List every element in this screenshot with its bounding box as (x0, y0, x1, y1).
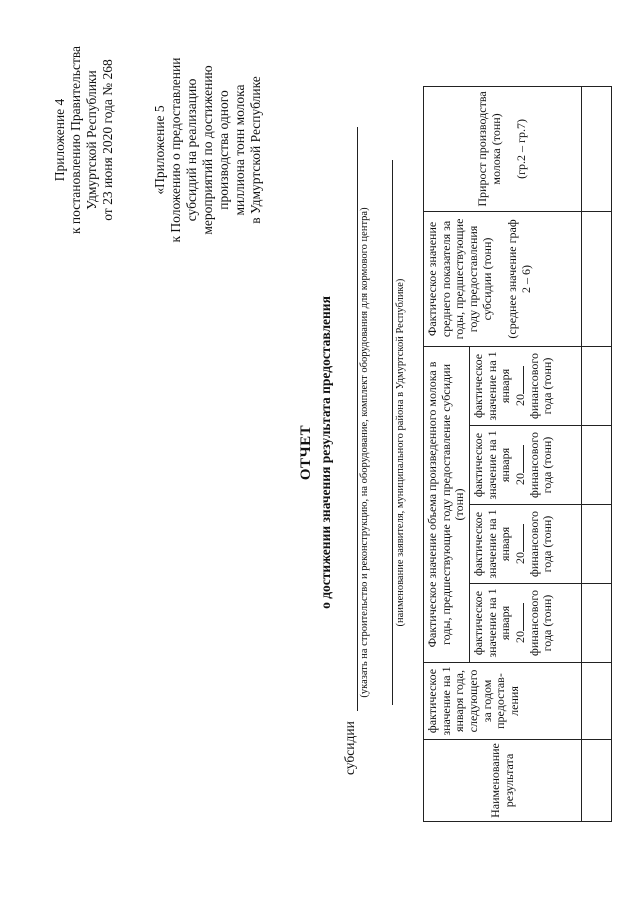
subsidy-hint: (указать на строительство и реконструкцию, на оборудование, комплект оборудования для кормового центра) (359, 207, 370, 698)
fact-suffix: финансового года (тонн) (526, 432, 555, 498)
table-empty-cell (582, 740, 612, 822)
appendix-5-line-3: субсидий на реализацию (183, 78, 199, 222)
col-fact-year-4 (470, 346, 582, 425)
col-fact-year-1 (470, 584, 582, 663)
col-fact-year-2 (470, 505, 582, 584)
appendix-5-line-2: к Положению о предоставлении (167, 57, 183, 243)
applicant-hint: (наименование заявителя, муниципального района в Удмуртской Республике) (395, 278, 406, 627)
col-growth (424, 86, 582, 211)
fact-prefix: фактическое значение на 1 января (471, 588, 513, 658)
fact-prefix: фактическое значение на 1 января (471, 430, 513, 500)
fact-year: 20 (513, 473, 528, 485)
appendix-5-line-5: производства одного (215, 90, 231, 210)
applicant-fill-line (392, 160, 393, 705)
table-empty-cell (582, 346, 612, 425)
fact-prefix: фактическое значение на 1 января (471, 509, 513, 579)
report-title: ОТЧЕТ (298, 424, 314, 481)
appendix-4-line-1: Приложение 4 (52, 98, 67, 182)
col-average-value (424, 211, 582, 346)
fact-year: 20 (513, 393, 528, 406)
appendix-4-header (52, 15, 116, 265)
year-blank-line (513, 524, 524, 552)
report-table (423, 86, 612, 822)
appendix-5-line-1: «Приложение 5 (152, 105, 167, 195)
year-blank-line (513, 603, 524, 631)
col-next-year-value: фактическое значение на 1 января года, следующего за годом предостав-ления (424, 663, 582, 740)
report-subtitle: о достижении значения результата предоставления (318, 296, 333, 609)
col-fact-year-3 (470, 426, 582, 505)
fact-suffix: финансового года (тонн) (526, 590, 555, 656)
table-empty-cell (582, 211, 612, 346)
col-group-prior-years: Фактическое значение объема произведенного молока в годы, предшествующие году предоставление субсидии (тонн) (424, 346, 470, 662)
year-blank-line (513, 445, 524, 473)
fact-prefix: фактическое значение на 1 января (471, 351, 513, 421)
col-growth-note: (гр.2 – гр.7) (514, 119, 529, 179)
subsidy-fill-line (357, 127, 358, 711)
appendix-5-line-6: миллиона тонн молока (231, 84, 247, 216)
col-average-note: (среднее значение граф 2 – 6) (505, 219, 534, 339)
subsidy-label: субсидии (342, 721, 357, 775)
col-average-label: Фактическое значение среднего показателя за годы, предшествующие году предоставления субсидии (тонн) (425, 218, 494, 340)
appendix-5-line-4: мероприятий по достижению (199, 65, 215, 235)
fact-year: 20 (513, 631, 528, 643)
col-growth-label: Прирост производства молока (тонн) (475, 91, 503, 207)
fact-suffix: финансового года (тонн) (526, 353, 555, 419)
table-empty-cell (582, 584, 612, 663)
appendix-4-line-3: Удмуртской Республики (83, 70, 99, 210)
appendix-4-line-2: к постановлению Правительства (67, 45, 83, 235)
appendix-5-header (152, 20, 263, 280)
table-empty-cell (582, 663, 612, 740)
col-result-name: Наименование результата (424, 740, 582, 822)
fact-suffix: финансового года (тонн) (526, 511, 555, 577)
appendix-5-line-7: в Удмуртской Республике (247, 76, 263, 224)
table-empty-cell (582, 505, 612, 584)
appendix-4-line-4: от 23 июня 2020 года № 268 (99, 59, 115, 221)
year-blank-line (513, 366, 524, 394)
table-empty-cell (582, 86, 612, 211)
table-empty-cell (582, 426, 612, 505)
fact-year: 20 (513, 552, 528, 564)
